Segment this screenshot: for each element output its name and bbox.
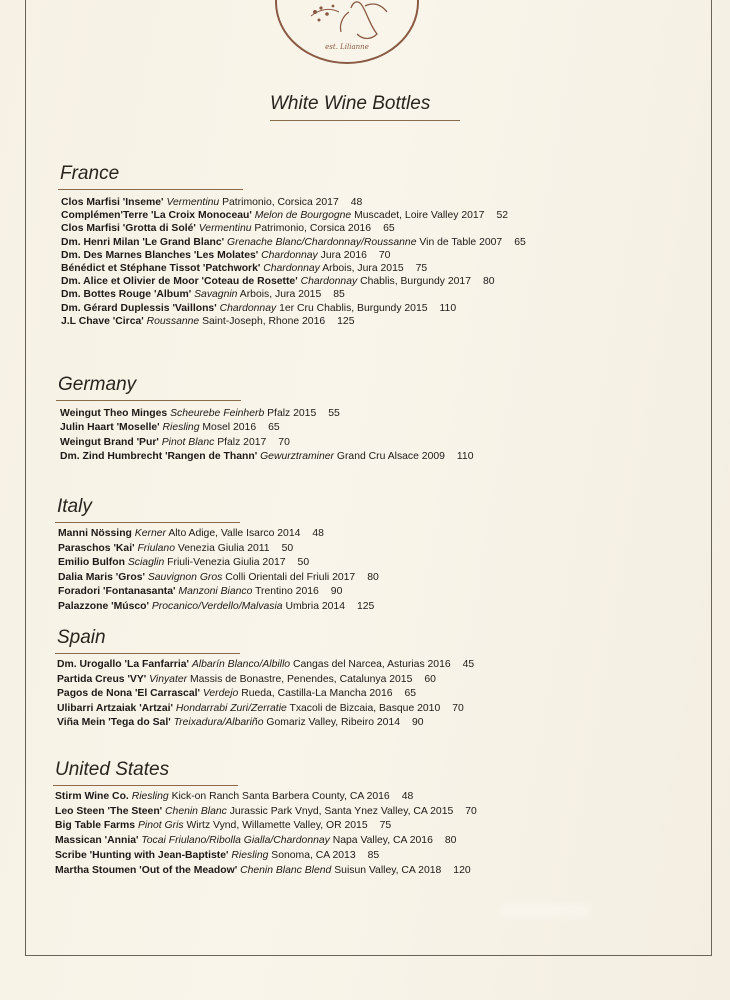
wine-grape: Sauvignon Gros xyxy=(147,571,223,583)
wine-item xyxy=(55,790,413,803)
wine-item xyxy=(60,421,280,434)
wine-item xyxy=(57,673,436,686)
wine-item xyxy=(61,249,390,262)
wine-region: Patrimonio, Corsica 2017 xyxy=(222,197,339,208)
section-title-italy: Italy xyxy=(57,496,92,517)
wine-price: 50 xyxy=(281,542,294,554)
wine-price: 80 xyxy=(483,276,495,288)
wine-price: 48 xyxy=(401,791,414,802)
wine-producer: Dalia Maris 'Gros' xyxy=(58,571,145,583)
wine-region: Pfalz 2015 xyxy=(267,408,317,419)
wine-price: 75 xyxy=(415,263,428,274)
wine-item xyxy=(61,302,456,315)
wine-item xyxy=(57,702,464,715)
section-divider xyxy=(55,653,240,654)
wine-grape: Savagnin xyxy=(194,289,238,301)
wine-price: 60 xyxy=(424,673,436,685)
wine-grape: Hondarrabi Zuri/Zerratie xyxy=(175,702,287,714)
wine-region: Massis de Bonastre, Penendes, Catalunya 2015 xyxy=(189,673,413,685)
wine-producer: Pagos de Nona 'El Carrascal' xyxy=(57,688,200,700)
page-title: White Wine Bottles xyxy=(270,93,431,114)
wine-item xyxy=(61,222,395,235)
wine-item xyxy=(58,542,293,555)
wine-region: Chablis, Burgundy 2017 xyxy=(360,276,471,288)
wine-producer: Weingut Theo Minges xyxy=(60,408,168,419)
wine-grape: Chardonnay xyxy=(300,276,358,288)
wine-grape: Grenache Blanc/Chardonnay/Roussanne xyxy=(227,236,417,248)
wine-region: Suisun Valley, CA 2018 xyxy=(334,864,442,876)
wine-producer: Dm. Alice et Olivier de Moor 'Coteau de Rosette' xyxy=(61,276,298,288)
wine-item xyxy=(57,687,416,700)
wine-price: 80 xyxy=(444,835,457,847)
wine-item xyxy=(55,864,471,877)
section-divider xyxy=(55,522,240,523)
wine-producer: Bénédict et Stéphane Tissot 'Patchwork' xyxy=(61,263,261,274)
wine-producer: Massican 'Annia' xyxy=(55,835,139,847)
wine-grape: Riesling xyxy=(231,849,269,861)
wine-price: 65 xyxy=(404,688,417,700)
wine-region: Vin de Table 2007 xyxy=(419,236,503,248)
wine-producer: Dm. Des Marnes Blanches 'Les Molates' xyxy=(61,249,259,261)
wine-price: 65 xyxy=(383,223,395,235)
wine-grape: Chardonnay xyxy=(263,263,320,274)
section-divider xyxy=(56,400,241,401)
wine-price: 90 xyxy=(411,717,424,729)
wine-price: 70 xyxy=(452,702,464,714)
wine-grape: Vermentinu xyxy=(198,223,252,235)
wine-item xyxy=(61,275,495,288)
wine-producer: Julin Haart 'Moselle' xyxy=(60,422,160,434)
wine-region: Rueda, Castilla-La Mancha 2016 xyxy=(241,688,393,700)
wine-price: 110 xyxy=(439,302,457,314)
wine-grape: Chardonnay xyxy=(219,302,277,314)
wine-region: Kick-on Ranch Santa Barbera County, CA 2016 xyxy=(171,791,390,802)
wine-producer: Complémen'Terre 'La Croix Monoceau' xyxy=(61,210,252,222)
wine-price: 120 xyxy=(453,864,471,876)
wine-grape: Albarín Blanco/Albillo xyxy=(191,659,291,670)
wine-grape: Pinot Blanc xyxy=(161,436,215,448)
wine-region: Friuli-Venezia Giulia 2017 xyxy=(167,557,286,569)
wine-grape: Chenin Blanc Blend xyxy=(240,864,332,876)
wine-item xyxy=(61,262,427,275)
section-title-france: France xyxy=(60,163,120,184)
wine-producer: Scribe 'Hunting with Jean-Baptiste' xyxy=(55,849,229,861)
wine-region: Trentino 2016 xyxy=(255,586,319,598)
wine-grape: Melon de Bourgogne xyxy=(254,210,352,222)
wine-region: Grand Cru Alsace 2009 xyxy=(336,450,445,462)
wine-producer: Clos Marfisi 'Grotta di Solé' xyxy=(61,223,196,235)
wine-region: Arbois, Jura 2015 xyxy=(322,263,404,274)
wine-grape: Sciaglin xyxy=(127,557,165,569)
wine-producer: Viña Mein 'Tega do Sal' xyxy=(57,717,171,729)
wine-item xyxy=(55,834,456,847)
section-divider xyxy=(53,785,238,786)
wine-price: 50 xyxy=(297,557,310,569)
wine-item xyxy=(61,209,508,222)
wine-grape: Gewurztraminer xyxy=(260,450,334,462)
wine-item xyxy=(60,407,340,420)
wine-item xyxy=(55,805,477,818)
wine-price: 65 xyxy=(268,422,280,434)
wine-region: Alto Adige, Valle Isarco 2014 xyxy=(168,528,301,539)
wine-price: 70 xyxy=(278,436,290,448)
wine-item xyxy=(60,450,473,463)
wine-region: Jurassic Park Vnyd, Santa Ynez Valley, CA 2015 xyxy=(229,805,454,817)
wine-price: 52 xyxy=(496,210,509,222)
wine-item xyxy=(57,658,474,671)
wine-region: Napa Valley, CA 2016 xyxy=(332,835,433,847)
wine-item xyxy=(57,716,424,729)
wine-region: Wirtz Vynd, Willamette Valley, OR 2015 xyxy=(186,820,368,832)
wine-item xyxy=(55,849,379,862)
wine-item xyxy=(60,436,290,449)
wine-item xyxy=(55,819,391,832)
wine-grape: Chenin Blanc xyxy=(165,805,227,817)
wine-grape: Chardonnay xyxy=(261,249,318,261)
wine-grape: Vinyater xyxy=(149,673,188,685)
wine-producer: Dm. Urogallo 'La Fanfarria' xyxy=(57,659,189,670)
wine-producer: Foradori 'Fontanasanta' xyxy=(58,586,176,598)
wine-producer: Palazzone 'Músco' xyxy=(58,601,149,612)
wine-region: Sonoma, CA 2013 xyxy=(271,849,356,861)
wine-price: 85 xyxy=(333,289,345,301)
wine-region: Txacoli de Bizcaia, Basque 2010 xyxy=(289,702,441,714)
wine-producer: Dm. Henri Milan 'Le Grand Blanc' xyxy=(61,236,225,248)
wine-producer: Big Table Farms xyxy=(55,820,136,832)
wine-region: Muscadet, Loire Valley 2017 xyxy=(354,210,485,222)
wine-grape: Treixadura/Albariño xyxy=(173,717,264,729)
wine-producer: Paraschos 'Kai' xyxy=(58,542,135,554)
wine-price: 45 xyxy=(462,659,475,670)
section-title-spain: Spain xyxy=(57,627,106,648)
wine-item xyxy=(58,585,342,598)
wine-item xyxy=(58,571,379,584)
wine-producer: Weingut Brand 'Pur' xyxy=(60,436,159,448)
wine-grape: Vermentinu xyxy=(166,197,220,208)
logo-text: est. Lilianne xyxy=(325,43,369,51)
wine-producer: Leo Steen 'The Steen' xyxy=(55,805,163,817)
section-title-germany: Germany xyxy=(58,374,137,395)
wine-producer: Clos Marfisi 'Inseme' xyxy=(61,197,164,208)
wine-grape: Riesling xyxy=(162,422,200,434)
wine-item xyxy=(58,600,374,613)
wine-region: Saint-Joseph, Rhone 2016 xyxy=(202,315,326,327)
wine-grape: Riesling xyxy=(131,791,169,802)
wine-producer: Ulibarri Artzaiak 'Artzai' xyxy=(57,702,174,714)
wine-price: 70 xyxy=(378,249,391,261)
wine-grape: Procanico/Verdello/Malvasia xyxy=(151,601,283,612)
wine-item xyxy=(61,196,362,209)
wine-grape: Verdejo xyxy=(202,688,239,700)
wine-grape: Scheurebe Feinherb xyxy=(170,408,265,419)
wine-producer: J.L Chave 'Circa' xyxy=(61,315,144,327)
wine-region: Gomariz Valley, Ribeiro 2014 xyxy=(266,717,400,729)
wine-producer: Dm. Zind Humbrecht 'Rangen de Thann' xyxy=(60,450,258,462)
glare xyxy=(500,905,590,917)
wine-region: Cangas del Narcea, Asturias 2016 xyxy=(292,659,451,670)
wine-grape: Roussanne xyxy=(146,315,200,327)
title-divider xyxy=(270,120,460,121)
wine-price: 75 xyxy=(379,820,392,832)
wine-producer: Dm. Gérard Duplessis 'Vaillons' xyxy=(61,302,217,314)
wine-grape: Pinot Gris xyxy=(137,820,184,832)
deer-crest-icon xyxy=(277,0,417,62)
wine-item xyxy=(58,527,324,540)
wine-region: Pfalz 2017 xyxy=(217,436,267,448)
logo-crest xyxy=(275,0,419,64)
wine-price: 85 xyxy=(367,849,380,861)
wine-item xyxy=(61,236,526,249)
wine-region: Patrimonio, Corsica 2016 xyxy=(254,223,372,235)
wine-region: 1er Cru Chablis, Burgundy 2015 xyxy=(279,302,428,314)
wine-price: 48 xyxy=(312,528,324,539)
wine-price: 125 xyxy=(356,601,375,612)
wine-price: 65 xyxy=(514,236,526,248)
wine-grape: Friulano xyxy=(137,542,175,554)
wine-price: 70 xyxy=(465,805,477,817)
wine-region: Mosel 2016 xyxy=(202,422,257,434)
wine-region: Venezia Giulia 2011 xyxy=(177,542,270,554)
wine-item xyxy=(61,288,345,301)
wine-item xyxy=(61,315,354,328)
wine-region: Arbois, Jura 2015 xyxy=(239,289,322,301)
wine-region: Colli Orientali del Friuli 2017 xyxy=(225,571,356,583)
wine-region: Jura 2016 xyxy=(320,249,367,261)
wine-grape: Tocai Friulano/Ribolla Gialla/Chardonnay xyxy=(141,835,330,847)
wine-item xyxy=(58,556,309,569)
wine-price: 48 xyxy=(350,197,363,208)
section-divider xyxy=(58,189,243,190)
wine-producer: Emilio Bulfon xyxy=(58,557,125,569)
section-title-united-states: United States xyxy=(55,759,170,780)
wine-grape: Manzoni Bianco xyxy=(178,586,253,598)
wine-grape: Kerner xyxy=(134,528,166,539)
wine-producer: Partida Creus 'VY' xyxy=(57,673,147,685)
wine-producer: Stirm Wine Co. xyxy=(55,791,129,802)
wine-price: 55 xyxy=(328,408,340,419)
wine-region: Umbria 2014 xyxy=(285,601,345,612)
wine-price: 90 xyxy=(330,586,343,598)
wine-producer: Manni Nössing xyxy=(58,528,132,539)
wine-price: 110 xyxy=(456,450,474,462)
wine-producer: Dm. Bottes Rouge 'Album' xyxy=(61,289,192,301)
wine-price: 80 xyxy=(367,571,379,583)
wine-producer: Martha Stoumen 'Out of the Meadow' xyxy=(55,864,238,876)
wine-price: 125 xyxy=(337,315,355,327)
